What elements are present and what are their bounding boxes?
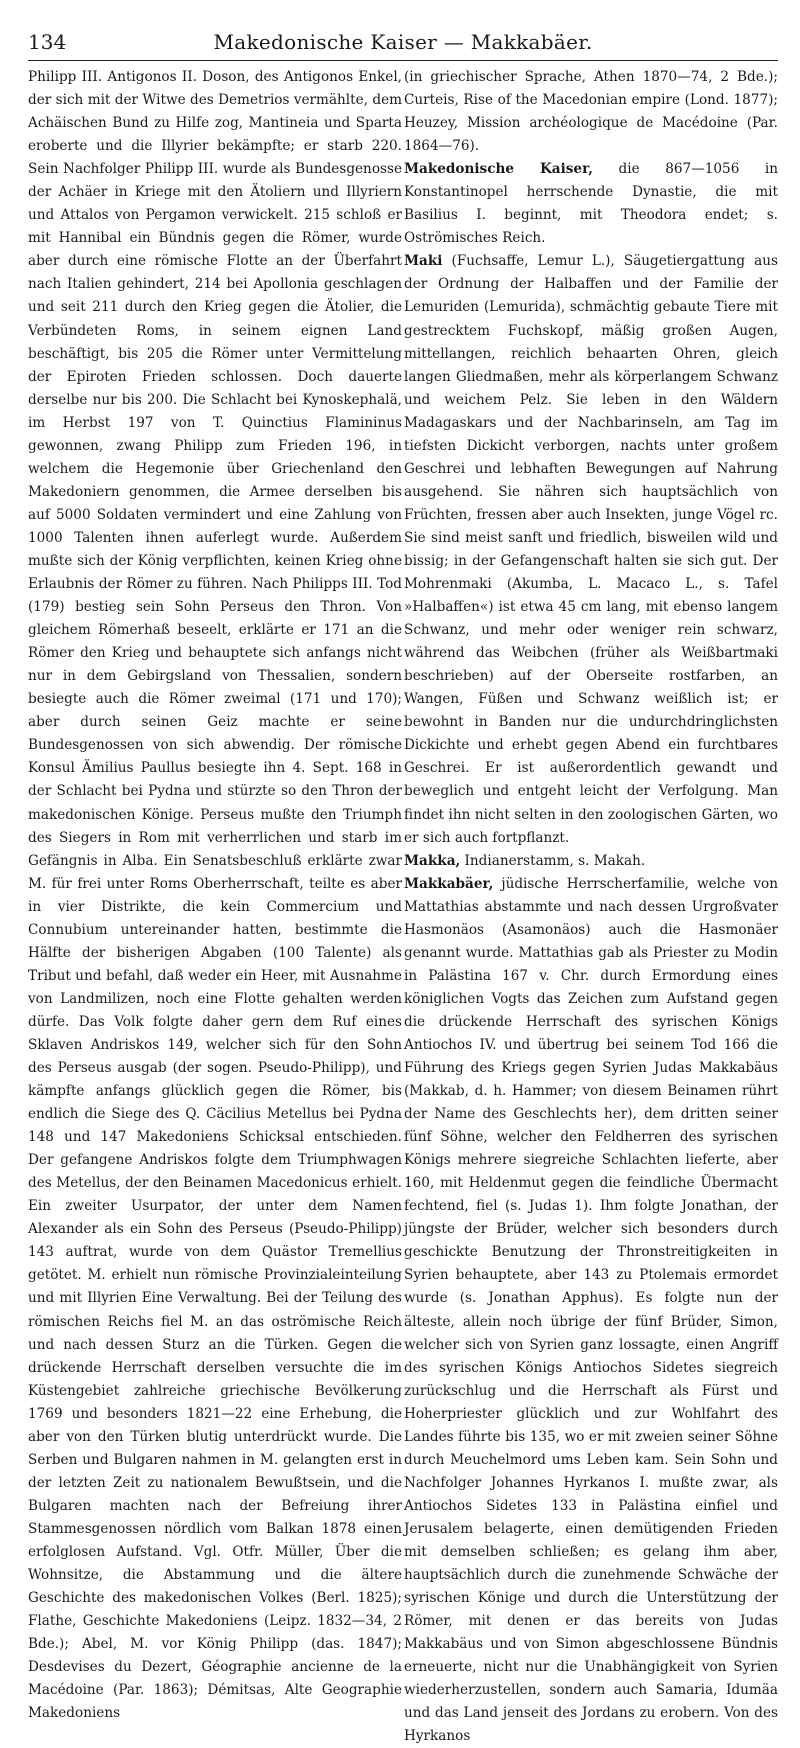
entry-body: die 867—1056 in Konstantinopel herrschende Dynastie, die mit Basilius I. beginnt, mit Theodora endet; s. Oströmisches Reich.	[404, 161, 779, 247]
entry-maki	[404, 250, 778, 849]
entry-body: jüdische Herrscherfamilie, welche von Mattathias abstammte und nach dessen Urgroßvater Hasmonäos (Asamonäos) auch die Hasmonäer genannt wurde. Mattathias gab als Priester zu Modin in Palästina 167 v. Chr. durch Ermordung eines königlichen Vogts das Zeichen zum Aufstand gegen die drückende Herrschaft des syrischen Königs Antiochos IV. und übertrug bei seinem Tod 166 die Führung des Kriegs gegen Syrien Judas Makkabäus (Makkab, d. h. Hammer; von diesem Beinamen rührt der Name des Geschlechts her), dem dritten seiner fünf Söhne, welcher den Feldherren des syrischen Königs mehrere siegreiche Schlachten lieferte, aber 160, mit Heldenmut gegen die feindliche Übermacht fechtend, fiel (s. Judas 1). Ihm folgte Jonathan, der jüngste der Brüder, welcher sich besonders durch geschickte Benutzung der Thronstreitigkeiten in Syrien behauptete, aber 143 zu Ptolemais ermordet wurde (s. Jonathan Apphus). Es folgte nun der älteste, allein noch übrige der fünf Brüder, Simon, welcher sich von Syrien ganz lossagte, einen Angriff des syrischen Königs Antiochos Sidetes siegreich zurückschlug und die Herrschaft als Fürst und Hoherpriester glücklich und zur Wohlfahrt des Landes führte bis 135, wo er mit zweien seiner Söhne durch Meuchelmord ums Leben kam. Sein Sohn und Nachfolger Johannes Hyrkanos I. mußte zwar, als Antiochos Sidetes 133 in Palästina einfiel und Jerusalem belagerte, einen demütigenden Frieden mit demselben schließen; es gelang ihm aber, hauptsächlich durch die zunehmende Schwäche der syrischen Könige und durch die Unterstützung der Römer, mit denen er das bereits von Judas Makkabäus und von Simon abgeschlossene Bündnis erneuerte, nicht nur die Unabhängigkeit von Syrien wiederherzustellen, sondern auch Samaria, Idumäa und das Land jenseit des Jordans zu erobern. Von des Hyrkanos	[404, 875, 778, 1745]
entry-body: Indianerstamm, s. Makah.	[460, 852, 646, 869]
entry-makka	[404, 850, 778, 873]
headword: Makka,	[404, 852, 461, 869]
page-header	[28, 26, 778, 61]
entry-makedonische-kaiser	[404, 158, 778, 250]
entry-text-makedonien-history: Philipp III. Antigonos II. Doson, des Antigonos Enkel, der sich mit der Witwe des Demetrios vermählte, dem Achäischen Bund zu Hilfe zog, Mantineia und Sparta eroberte und die Illyrier bekämpfte; er starb 220. Sein Nachfolger Philipp III. wurde als Bundesgenosse der Achäer in Kriege mit den Ätoliern und Illyriern und Attalos von Pergamon verwickelt. 215 schloß er mit Hannibal ein Bündnis gegen die Römer, wurde aber durch eine römische Flotte an der Überfahrt nach Italien gehindert, 214 bei Apollonia geschlagen und seit 211 durch den Krieg gegen die Ätolier, die Verbündeten Roms, in seinem eignen Land beschäftigt, bis 205 die Römer unter Vermittelung der Epiroten Frieden schlossen. Doch dauerte derselbe nur bis 200. Die Schlacht bei Kynoskephalä, im Herbst 197 von T. Quinctius Flamininus gewonnen, zwang Philipp zum Frieden 196, in welchem die Hegemonie über Griechenland den Makedoniern genommen, die Armee derselben bis auf 5000 Soldaten vermindert und eine Zahlung von 1000 Talenten ihnen auferlegt wurde. Außerdem mußte sich der König verpflichten, keinen Krieg ohne Erlaubnis der Römer zu führen. Nach Philipps III. Tod (179) bestieg sein Sohn Perseus den Thron. Von gleichem Römerhaß beseelt, erklärte er 171 an die Römer den Krieg und behauptete sich anfangs nicht nur in dem Gebirgsland von Thessalien, sondern besiegte auch die Römer zweimal (171 und 170); aber durch seinen Geiz machte er seine Bundesgenossen von sich abwendig. Der römische Konsul Ämilius Paullus besiegte ihn 4. Sept. 168 in der Schlacht bei Pydna und stürzte so den Thron der makedonischen Könige. Perseus mußte den Triumph des Siegers in Rom mit verherrlichen und starb im Gefängnis in Alba. Ein Senatsbeschluß erklärte zwar M. für frei unter Roms Oberherrschaft, teilte es aber in vier Distrikte, die kein Commercium und Connubium untereinander hatten, bestimmte die Hälfte der bisherigen Abgaben (100 Talente) als Tribut und befahl, daß weder ein Heer, mit Ausnahme von Landmilizen, noch eine Flotte gehalten werden dürfe. Das Volk folgte daher gern dem Ruf eines Sklaven Andriskos 149, welcher sich für den Sohn des Perseus ausgab (der sogen. Pseudo-Philipp), und kämpfte anfangs glücklich gegen die Römer, bis endlich die Siege des Q. Cäcilius Metellus bei Pydna 148 und 147 Makedoniens Schicksal entschieden. Der gefangene Andriskos folgte dem Triumphwagen des Metellus, der den Beinamen Macedonicus erhielt. Ein zweiter Usurpator, der unter dem Namen Alexander als ein Sohn des Perseus (Pseudo-Philipp) 143 auftrat, wurde von dem Quästor Tremellius getötet. M. erhielt nun römische Provinzialeinteilung und mit Illyrien Eine Verwaltung. Bei der Teilung des römischen Reichs fiel M. an das oströmische Reich und nach dessen Sturz an die Türken. Gegen die drückende Herrschaft derselben versuchte die im Küstengebiet zahlreiche griechische Bevölkerung 1769 und besonders 1821—22 eine Erhebung, die aber von den Türken blutig unterdrückt wurde. Die Serben und Bulgaren nahmen in M. gelangten erst in der letzten Zeit zu nationalem Bewußtsein, und die Bulgaren machten nach der Befreiung ihrer Stammesgenossen nördlich vom Balkan 1878 einen erfolglosen Aufstand. Vgl. Otfr. Müller, Über die Wohnsitze, die Abstammung und die ältere Geschichte des makedonischen Volkes (Berl. 1825); Flathe, Geschichte Makedoniens (Leipz. 1832—34, 2 Bde.); Abel, M. vor König Philipp (das. 1847); Desdevises du Dezert, Géographie ancienne de la Macédoine (Par. 1863); Démitsas, Alte Geographie Makedoniens	[28, 69, 402, 1722]
entry-makkabaeer	[404, 873, 778, 1748]
entry-body: (Fuchsaffe, Lemur L.), Säugetiergattung aus der Ordnung der Halbaffen und der Familie der Lemuriden (Lemurida), schmächtig gebaute Tiere mit gestrecktem Fuchskopf, mäßig großen Augen, mittellangen, reichlich behaarten Ohren, gleich langen Gliedmaßen, mehr als körperlangem Schwanz und weichem Pelz. Sie leben in den Wäldern Madagaskars und der Nachbarinseln, am Tag im tiefsten Dickicht verborgen, nachts unter großem Geschrei und lebhaften Bewegungen auf Nahrung ausgehend. Sie nähren sich hauptsächlich von Früchten, fressen aber auch Insekten, junge Vögel rc. Sie sind meist sanft und friedlich, bisweilen wild und bissig; in der Gefangenschaft halten sie sich gut. Der Mohrenmaki (Akumba, L. Macaco L., s. Tafel »Halbaffen«) ist etwa 45 cm lang, mit ebenso langem Schwanz, und mehr oder weniger rein schwarz, während das Weibchen (früher als Weißbartmaki beschrieben) auf der Oberseite rostfarben, an Wangen, Füßen und Schwanz weißlich ist; er bewohnt in Banden nur die undurchdringlichsten Dickichte und erhebt gegen Abend ein furchtbares Geschrei. Er ist außerordentlich gewandt und beweglich und entgeht leicht der Verfolgung. Man findet ihn nicht selten in den zoologischen Gärten, wo er sich auch fortpflanzt.	[404, 253, 778, 846]
entry-continuation: (in griechischer Sprache, Athen 1870—74, 2 Bde.); Curteis, Rise of the Macedonian empire (Lond. 1877); Heuzey, Mission archéologique de Macédoine (Par. 1864—76).	[404, 69, 778, 155]
running-title: Makedonische Kaiser — Makkabäer.	[213, 30, 593, 54]
headword: Maki	[404, 253, 443, 270]
headword: Makedonische Kaiser,	[404, 161, 593, 178]
headword: Makkabäer,	[404, 875, 494, 892]
left-column	[28, 66, 402, 1725]
right-column	[404, 66, 778, 1748]
page-number: 134	[28, 30, 67, 54]
